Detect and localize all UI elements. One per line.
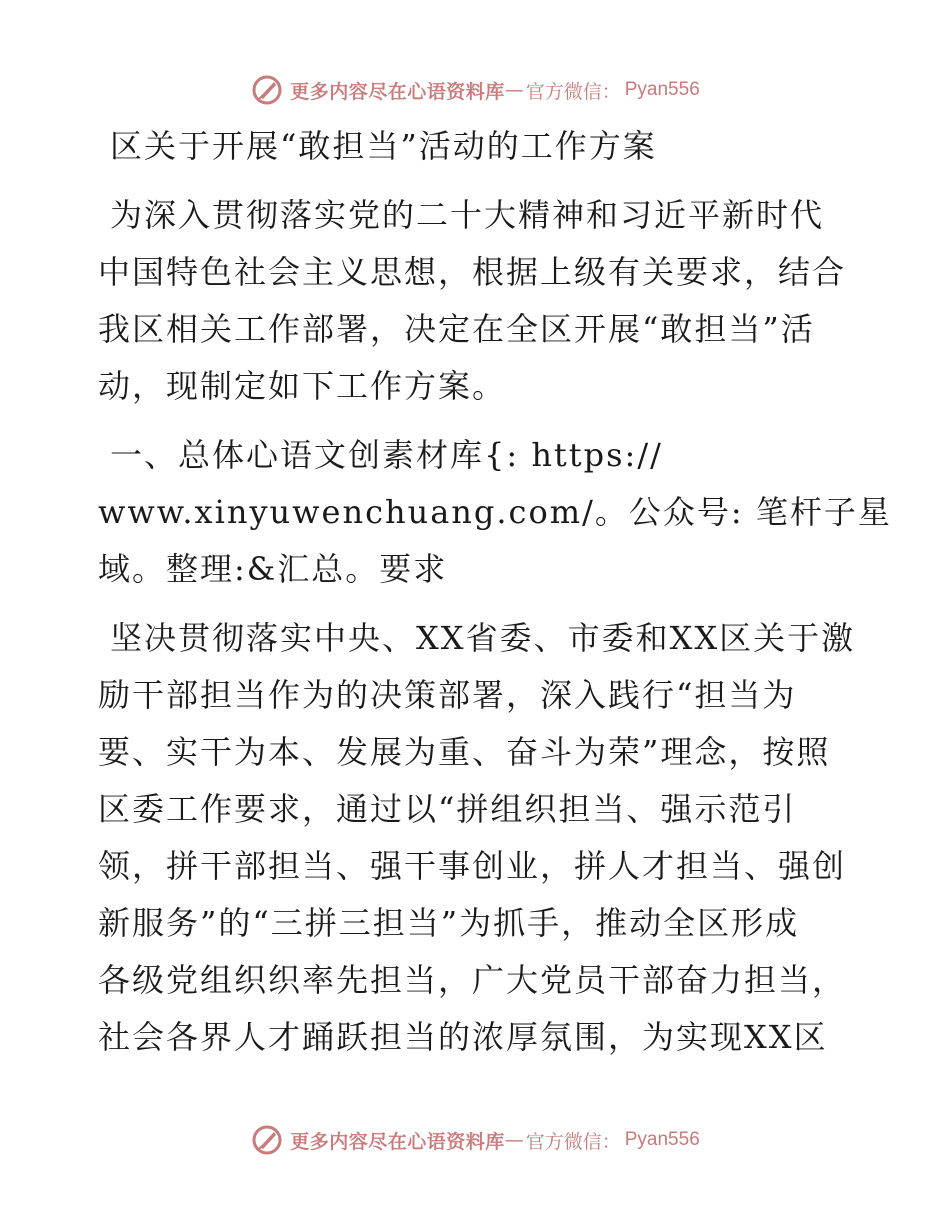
banner-wechat-id: Pyan556 [624,1129,700,1150]
banner-wechat-label: 官方微信： [525,1130,621,1153]
section-heading [98,427,892,598]
paragraph-line: 我区相关工作部署，决定在全区开展“敢担当”活 [98,310,815,348]
header-banner [0,70,950,110]
section-heading-line: 域。整理:&汇总。要求 [98,550,448,588]
paragraph-line: 要、实干为本、发展为重、奋斗为荣”理念，按照 [98,733,831,771]
paragraph-line: 坚决贯彻落实中央、XX省委、市委和XX区关于激 [110,619,856,657]
paragraph-line: 社会各界人才踊跃担当的浓厚氛围，为实现XX区 [98,1018,828,1056]
paragraph-line: 励干部担当作为的决策部署，深入践行“担当为 [98,676,797,714]
paragraph-line: 新服务”的“三拼三担当”为抓手，推动全区形成 [98,904,800,942]
banner-wechat-id: Pyan556 [624,79,700,100]
paragraph-line: 动，现制定如下工作方案。 [98,367,507,405]
banner-separator: — [504,1129,524,1151]
document-body [98,118,892,1066]
paragraph-line: 区委工作要求，通过以“拼组织担当、强示范引 [98,790,797,828]
paragraph-line: 中国特色社会主义思想，根据上级有关要求，结合 [98,253,847,291]
banner-brand-text: 更多内容尽在心语资料库 [290,1130,505,1153]
intro-paragraph [98,187,858,415]
quill-logo-icon [250,1123,284,1157]
banner-brand-text: 更多内容尽在心语资料库 [290,80,505,103]
section-heading-line: 一、总体心语文创素材库{: https:// [110,436,663,474]
footer-banner [0,1120,950,1160]
section-heading-line: www.xinyuwenchuang.com/。公众号: 笔杆子星 [98,493,892,531]
quill-logo-icon [250,73,284,107]
document-title: 区关于开展“敢担当”活动的工作方案 [110,127,657,165]
banner-wechat-label: 官方微信： [525,80,621,103]
paragraph-line: 为深入贯彻落实党的二十大精神和习近平新时代 [110,196,825,234]
paragraph-line: 各级党组织织率先担当，广大党员干部奋力担当， [98,961,847,999]
banner-separator: — [504,79,524,101]
paragraph-line: 领，拼干部担当、强干事创业，拼人才担当、强创 [98,847,847,885]
body-paragraph [98,610,858,1066]
